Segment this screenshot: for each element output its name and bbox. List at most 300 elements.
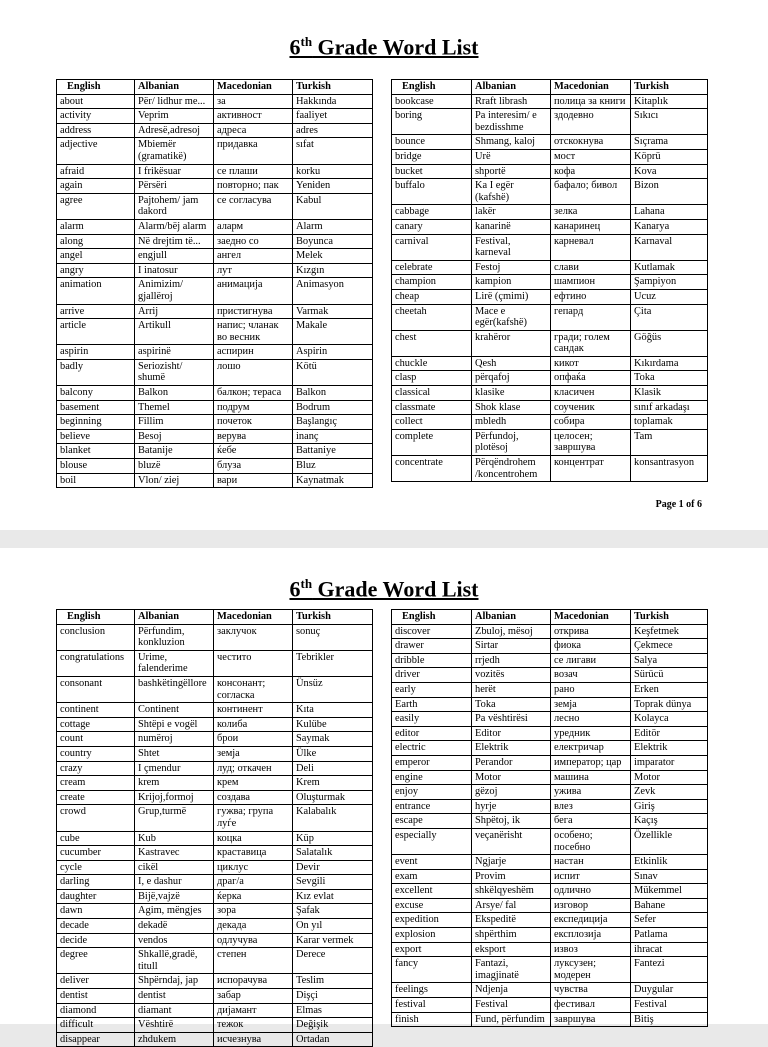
table-cell: Rraft librash <box>472 94 551 109</box>
table-cell: Shkallë,gradë, titull <box>135 948 214 974</box>
table-cell: cikël <box>135 860 214 875</box>
column-header: Albanian <box>135 80 214 95</box>
table-row <box>57 386 373 401</box>
table-cell: Kıta <box>293 703 373 718</box>
table-cell: country <box>57 746 135 761</box>
table-cell: cube <box>57 831 135 846</box>
table-cell: Köprü <box>631 149 708 164</box>
table-cell: boil <box>57 473 135 488</box>
table-cell: Makale <box>293 319 373 345</box>
table-row <box>392 682 708 697</box>
table-cell: подрум <box>214 400 293 415</box>
table-cell: Devir <box>293 860 373 875</box>
column-header: English <box>57 610 135 625</box>
table-cell: забар <box>214 989 293 1004</box>
table-row <box>392 429 708 455</box>
table-cell: congratulations <box>57 650 135 676</box>
table-row <box>57 889 373 904</box>
table-cell: Përqëndrohem /koncentrohem <box>472 456 551 482</box>
table-cell: Sıkıcı <box>631 109 708 135</box>
table-cell: возач <box>551 668 631 683</box>
table-row <box>392 275 708 290</box>
table-cell: Kub <box>135 831 214 846</box>
table-row <box>392 998 708 1013</box>
table-cell: слави <box>551 260 631 275</box>
table-cell: Lirë (çmimi) <box>472 289 551 304</box>
table-cell: Festoj <box>472 260 551 275</box>
table-cell: I, e dashur <box>135 875 214 890</box>
table-cell: Vështirë <box>135 1018 214 1033</box>
table-cell: I frikësuar <box>135 164 214 179</box>
table-cell: Ndjenja <box>472 983 551 998</box>
table-cell: disappear <box>57 1032 135 1047</box>
table-cell: драг/а <box>214 875 293 890</box>
table-cell: рано <box>551 682 631 697</box>
table-cell: Animasyon <box>293 278 373 304</box>
table-cell: Bahane <box>631 898 708 913</box>
table-row <box>57 109 373 124</box>
table-cell: decide <box>57 933 135 948</box>
table-cell: Shpëtoj, ik <box>472 814 551 829</box>
table-row <box>57 776 373 791</box>
table-cell: address <box>57 123 135 138</box>
table-row <box>392 179 708 205</box>
table-cell: Kulübe <box>293 717 373 732</box>
table-cell: мост <box>551 149 631 164</box>
column-header: Macedonian <box>551 80 631 95</box>
table-cell: Alarm/bëj alarm <box>135 219 214 234</box>
table-cell: cheap <box>392 289 472 304</box>
table-cell: mbledh <box>472 415 551 430</box>
table-cell: Elektrik <box>631 741 708 756</box>
table-row <box>392 869 708 884</box>
table-cell: Göğüs <box>631 330 708 356</box>
table-row <box>392 755 708 770</box>
table-cell: Pajtohem/ jam dakord <box>135 193 214 219</box>
table-cell: cucumber <box>57 846 135 861</box>
table-cell: classical <box>392 386 472 401</box>
table-cell: decade <box>57 919 135 934</box>
table-cell: кофа <box>551 164 631 179</box>
table-row <box>57 263 373 278</box>
table-cell: kampion <box>472 275 551 290</box>
table-cell: изговор <box>551 898 631 913</box>
table-cell: ќебе <box>214 444 293 459</box>
table-cell: Karar vermek <box>293 933 373 948</box>
table-cell: Shtet <box>135 746 214 761</box>
table-cell: Klasik <box>631 386 708 401</box>
table-row <box>57 860 373 875</box>
table-row <box>57 717 373 732</box>
table-cell: Seriozisht/ shumë <box>135 359 214 385</box>
table-cell: Krijoj,formoj <box>135 790 214 805</box>
table-cell: фиока <box>551 639 631 654</box>
table-cell: herët <box>472 682 551 697</box>
table-cell: On yıl <box>293 919 373 934</box>
table-row <box>392 289 708 304</box>
table-cell: chest <box>392 330 472 356</box>
table-cell: animation <box>57 278 135 304</box>
table-cell: dentist <box>135 989 214 1004</box>
table-cell: напис; чланак во весник <box>214 319 293 345</box>
table-cell: krahëror <box>472 330 551 356</box>
table-cell: електричар <box>551 741 631 756</box>
table-cell: Değişik <box>293 1018 373 1033</box>
table-cell: крем <box>214 776 293 791</box>
table-cell: континент <box>214 703 293 718</box>
table-cell: заклучок <box>214 624 293 650</box>
table-cell: faaliyet <box>293 109 373 124</box>
table-cell: Veprim <box>135 109 214 124</box>
word-table-right <box>391 79 708 482</box>
table-cell: Elmas <box>293 1003 373 1018</box>
column-header: Albanian <box>135 610 214 625</box>
table-header-row <box>57 610 373 625</box>
table-cell: numëroj <box>135 732 214 747</box>
table-cell: adres <box>293 123 373 138</box>
table-cell: Motor <box>631 770 708 785</box>
table-cell: dentist <box>57 989 135 1004</box>
table-cell: адреса <box>214 123 293 138</box>
table-cell: Fillim <box>135 415 214 430</box>
table-row <box>57 904 373 919</box>
table-row <box>57 319 373 345</box>
table-cell: Sirtar <box>472 639 551 654</box>
table-cell: Ngjarje <box>472 855 551 870</box>
table-cell: Karnaval <box>631 234 708 260</box>
table-cell: Earth <box>392 697 472 712</box>
table-cell: блуза <box>214 459 293 474</box>
table-cell: отскокнува <box>551 135 631 150</box>
table-cell: enjoy <box>392 785 472 800</box>
table-cell: again <box>57 179 135 194</box>
table-row <box>57 919 373 934</box>
table-cell: Për/ lidhur me... <box>135 94 214 109</box>
table-cell: канаринец <box>551 219 631 234</box>
table-cell: finish <box>392 1012 472 1027</box>
table-cell: degree <box>57 948 135 974</box>
table-cell: чувства <box>551 983 631 998</box>
table-cell: Urë <box>472 149 551 164</box>
table-cell: carnival <box>392 234 472 260</box>
table-cell: исчезнува <box>214 1032 293 1047</box>
table-cell: Kıkırdama <box>631 356 708 371</box>
table-cell: sınıf arkadaşı <box>631 400 708 415</box>
table-cell: Ekspeditë <box>472 913 551 928</box>
column-header: Turkish <box>293 610 373 625</box>
table-cell: count <box>57 732 135 747</box>
table-cell: открива <box>551 624 631 639</box>
table-cell: Festival, karneval <box>472 234 551 260</box>
table-cell: Qesh <box>472 356 551 371</box>
table-cell: повторно; пак <box>214 179 293 194</box>
table-cell: ќерка <box>214 889 293 904</box>
table-cell: Dişçi <box>293 989 373 1004</box>
table-cell: bucket <box>392 164 472 179</box>
table-cell: inanç <box>293 429 373 444</box>
table-cell: Keşfetmek <box>631 624 708 639</box>
table-cell: Vlon/ ziej <box>135 473 214 488</box>
page-title: 6th Grade Word List <box>289 34 479 60</box>
table-row <box>57 94 373 109</box>
table-cell: степен <box>214 948 293 974</box>
table-cell: klasike <box>472 386 551 401</box>
table-cell: Mükemmel <box>631 884 708 899</box>
table-cell: зора <box>214 904 293 919</box>
table-cell: бега <box>551 814 631 829</box>
table-cell: zhdukem <box>135 1032 214 1047</box>
table-cell: Animizim/ gjallëroj <box>135 278 214 304</box>
table-row <box>392 149 708 164</box>
table-cell: балкон; тераса <box>214 386 293 401</box>
table-cell: canary <box>392 219 472 234</box>
table-cell: beginning <box>57 415 135 430</box>
table-cell: Oluşturmak <box>293 790 373 805</box>
table-cell: пристигнува <box>214 304 293 319</box>
table-cell: event <box>392 855 472 870</box>
table-row <box>392 386 708 401</box>
table-cell: Editör <box>631 726 708 741</box>
table-cell: exam <box>392 869 472 884</box>
table-row <box>392 330 708 356</box>
table-cell: одлично <box>551 884 631 899</box>
table-cell: извоз <box>551 942 631 957</box>
table-cell: Krem <box>293 776 373 791</box>
table-cell: Përsëri <box>135 179 214 194</box>
table-header-row <box>57 80 373 95</box>
table-row <box>57 875 373 890</box>
table-cell: колиба <box>214 717 293 732</box>
table-cell: дијамант <box>214 1003 293 1018</box>
table-cell: Yeniden <box>293 179 373 194</box>
table-cell: engjull <box>135 249 214 264</box>
table-cell: лут <box>214 263 293 278</box>
table-cell: fancy <box>392 957 472 983</box>
table-cell: shkëlqyeshëm <box>472 884 551 899</box>
table-cell: rrjedh <box>472 653 551 668</box>
table-cell: лесно <box>551 712 631 727</box>
table-row <box>392 371 708 386</box>
table-cell: Lahana <box>631 205 708 220</box>
page-title: 6th Grade Word List <box>289 576 479 602</box>
table-cell: коцка <box>214 831 293 846</box>
table-cell: eksport <box>472 942 551 957</box>
word-table-right <box>391 609 708 1027</box>
table-cell: Boyunca <box>293 234 373 249</box>
table-cell: Bitiş <box>631 1012 708 1027</box>
table-cell: император; цар <box>551 755 631 770</box>
table-cell: basement <box>57 400 135 415</box>
table-cell: Tebrikler <box>293 650 373 676</box>
table-cell: alarm <box>57 219 135 234</box>
table-row <box>57 444 373 459</box>
table-cell: Aspirin <box>293 345 373 360</box>
table-cell: зелка <box>551 205 631 220</box>
table-row <box>392 957 708 983</box>
table-row <box>392 741 708 756</box>
table-cell: Përfundoj, plotësoj <box>472 429 551 455</box>
table-cell: Shtëpi e vogël <box>135 717 214 732</box>
table-header-row <box>392 610 708 625</box>
table-cell: cream <box>57 776 135 791</box>
table-cell: Fantezi <box>631 957 708 983</box>
table-cell: dawn <box>57 904 135 919</box>
table-cell: Themel <box>135 400 214 415</box>
page-2 <box>0 548 768 1045</box>
table-cell: collect <box>392 415 472 430</box>
table-cell: честито <box>214 650 293 676</box>
table-cell: Ünsüz <box>293 676 373 702</box>
table-cell: Arsye/ fal <box>472 898 551 913</box>
table-row <box>57 624 373 650</box>
table-cell: Battaniye <box>293 444 373 459</box>
table-cell: drawer <box>392 639 472 654</box>
table-cell: Arrij <box>135 304 214 319</box>
table-row <box>392 639 708 654</box>
table-cell: Provim <box>472 869 551 884</box>
table-row <box>392 726 708 741</box>
table-cell: класичен <box>551 386 631 401</box>
table-cell: Fantazi, imagjinatë <box>472 957 551 983</box>
table-cell: Ortadan <box>293 1032 373 1047</box>
table-row <box>57 179 373 194</box>
table-cell: concentrate <box>392 456 472 482</box>
table-row <box>392 94 708 109</box>
table-cell: Sürücü <box>631 668 708 683</box>
table-cell: vozitës <box>472 668 551 683</box>
table-cell: Kaynatmak <box>293 473 373 488</box>
table-cell: се лигави <box>551 653 631 668</box>
table-cell: easily <box>392 712 472 727</box>
table-cell: шампион <box>551 275 631 290</box>
table-cell: crowd <box>57 805 135 831</box>
table-cell: Bijë,vajzë <box>135 889 214 904</box>
column-header: Turkish <box>631 80 708 95</box>
table-cell: Artikull <box>135 319 214 345</box>
table-cell: Küp <box>293 831 373 846</box>
table-row <box>57 429 373 444</box>
table-cell: arrive <box>57 304 135 319</box>
table-row <box>57 415 373 430</box>
table-cell: expedition <box>392 913 472 928</box>
table-row <box>392 785 708 800</box>
table-cell: Kız evlat <box>293 889 373 904</box>
table-row <box>57 1032 373 1047</box>
table-cell: експедиција <box>551 913 631 928</box>
table-cell: декада <box>214 919 293 934</box>
table-cell: Adresë,adresoj <box>135 123 214 138</box>
table-cell: фестивал <box>551 998 631 1013</box>
table-cell: Bluz <box>293 459 373 474</box>
table-cell: машина <box>551 770 631 785</box>
table-cell: aspirin <box>57 345 135 360</box>
table-row <box>57 989 373 1004</box>
table-cell: Mace e egër(kafshë) <box>472 304 551 330</box>
table-cell: Teslim <box>293 974 373 989</box>
table-cell: анимација <box>214 278 293 304</box>
table-cell: Sefer <box>631 913 708 928</box>
table-cell: Kalabalık <box>293 805 373 831</box>
table-cell: Perandor <box>472 755 551 770</box>
table-cell: Duygular <box>631 983 708 998</box>
table-cell: Özellikle <box>631 828 708 854</box>
table-cell: Kaçış <box>631 814 708 829</box>
table-cell: shportë <box>472 164 551 179</box>
table-cell: cottage <box>57 717 135 732</box>
table-cell: аспирин <box>214 345 293 360</box>
table-cell: driver <box>392 668 472 683</box>
table-header-row <box>392 80 708 95</box>
column-header: Macedonian <box>214 610 293 625</box>
table-cell: испорачува <box>214 974 293 989</box>
table-cell: Continent <box>135 703 214 718</box>
table-row <box>392 1012 708 1027</box>
table-row <box>392 304 708 330</box>
table-cell: along <box>57 234 135 249</box>
table-row <box>392 928 708 943</box>
table-row <box>392 415 708 430</box>
table-row <box>57 703 373 718</box>
table-cell: уредник <box>551 726 631 741</box>
table-cell: agree <box>57 193 135 219</box>
table-cell: activity <box>57 109 135 124</box>
table-row <box>57 193 373 219</box>
table-cell: Pa interesim/ e bezdisshme <box>472 109 551 135</box>
table-cell: Ülke <box>293 746 373 761</box>
table-cell: Kolayca <box>631 712 708 727</box>
table-cell: вари <box>214 473 293 488</box>
table-cell: заедно со <box>214 234 293 249</box>
table-row <box>392 855 708 870</box>
table-cell: Sıçrama <box>631 135 708 150</box>
table-row <box>57 219 373 234</box>
table-row <box>57 846 373 861</box>
column-header: English <box>392 80 472 95</box>
table-cell: Şafak <box>293 904 373 919</box>
table-cell: Toka <box>472 697 551 712</box>
table-row <box>57 249 373 264</box>
table-cell: vendos <box>135 933 214 948</box>
word-table-left <box>56 79 373 488</box>
table-cell: Çekmece <box>631 639 708 654</box>
table-cell: целосен; завршува <box>551 429 631 455</box>
table-row <box>57 746 373 761</box>
table-row <box>57 123 373 138</box>
table-row <box>392 234 708 260</box>
table-cell: лошо <box>214 359 293 385</box>
table-cell: Urime, falenderime <box>135 650 214 676</box>
table-cell: lakër <box>472 205 551 220</box>
table-cell: bookcase <box>392 94 472 109</box>
table-cell: Shpërndaj, jap <box>135 974 214 989</box>
table-row <box>57 164 373 179</box>
table-row <box>57 1018 373 1033</box>
table-row <box>392 712 708 727</box>
table-cell: Bizon <box>631 179 708 205</box>
table-cell: карневал <box>551 234 631 260</box>
table-cell: cycle <box>57 860 135 875</box>
table-cell: за <box>214 94 293 109</box>
table-cell: гепард <box>551 304 631 330</box>
table-cell: përqafoj <box>472 371 551 386</box>
table-cell: Ucuz <box>631 289 708 304</box>
table-cell: Grup,turmë <box>135 805 214 831</box>
table-cell: festival <box>392 998 472 1013</box>
table-cell: здодевно <box>551 109 631 135</box>
table-cell: I inatosur <box>135 263 214 278</box>
table-row <box>392 456 708 482</box>
table-cell: badly <box>57 359 135 385</box>
